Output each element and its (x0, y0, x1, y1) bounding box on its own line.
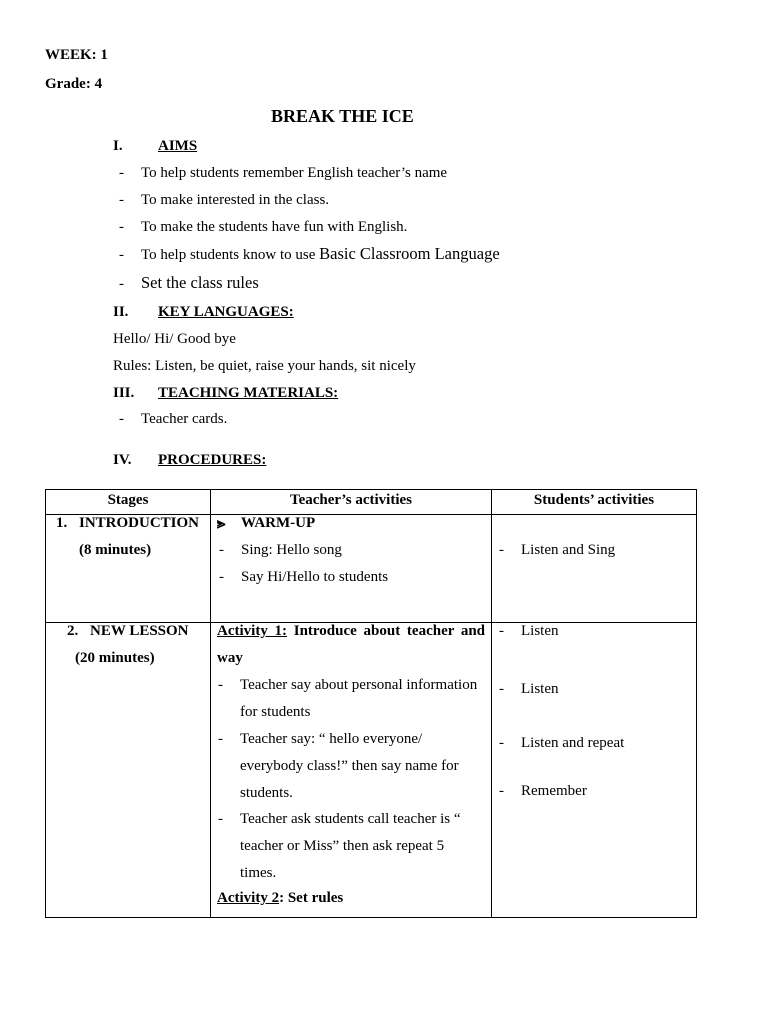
teacher-dash-2: - (219, 569, 224, 585)
stage-name-introduction: INTRODUCTION (79, 515, 200, 531)
aims-item-5: Set the class rules (141, 273, 259, 292)
activity-1-heading (217, 618, 485, 672)
aims-dash-3: - (119, 219, 124, 235)
activity-2-title: : Set rules (279, 890, 344, 906)
student-lesson-item-1: Listen (521, 623, 559, 639)
table-row (46, 623, 697, 918)
procedures-table (45, 489, 697, 918)
key-languages-number: II. (113, 304, 129, 320)
student-dash-1: - (499, 542, 504, 558)
aims-dash-4: - (119, 247, 124, 263)
student-dash-2: - (499, 623, 504, 639)
teacher-intro-item-1: Sing: Hello song (241, 542, 342, 558)
stage-cell-new-lesson (46, 623, 211, 918)
aims-item-4 (141, 244, 500, 264)
teacher-cell-new-lesson (211, 623, 492, 918)
materials-item-1: Teacher cards. (141, 411, 228, 427)
aims-dash-5: - (119, 276, 124, 292)
student-dash-4: - (499, 735, 504, 751)
teacher-lesson-item-2: Teacher say: “ hello everyone/ everybody class!” then say name for students. (240, 731, 459, 801)
teacher-cell-introduction (211, 515, 492, 623)
aims-item-1: To help students remember English teacher’s name (141, 165, 448, 181)
table-row (46, 515, 697, 623)
stage-number-2: 2. (67, 623, 79, 639)
aims-item-3: To make the students have fun with English. (141, 219, 408, 235)
student-lesson-item-3: Listen and repeat (521, 735, 625, 751)
stage-name-new-lesson: NEW LESSON (90, 623, 189, 639)
activity-1-title: Introduce about teacher and way (217, 623, 486, 666)
stage-time-new-lesson: (20 minutes) (75, 650, 155, 666)
header-teacher-activities: Teacher’s activities (211, 490, 492, 515)
teacher-intro-item-2: Say Hi/Hello to students (241, 569, 389, 585)
aims-item-4-text: To help students know to use (141, 247, 320, 263)
aims-number: I. (113, 138, 123, 154)
table-header-row (46, 490, 697, 515)
materials-number: III. (113, 385, 135, 401)
stage-time-introduction: (8 minutes) (79, 542, 152, 558)
teacher-dash-5: - (218, 811, 223, 827)
teacher-lesson-item-1: Teacher say about personal information for students (240, 677, 478, 720)
student-lesson-item-4: Remember (521, 783, 587, 799)
aims-heading: AIMS (158, 138, 198, 154)
student-lesson-item-2: Listen (521, 681, 559, 697)
teacher-dash-1: - (219, 542, 224, 558)
key-languages-line-1: Hello/ Hi/ Good bye (113, 331, 236, 347)
stage-cell-introduction (46, 515, 211, 623)
stage-number-1: 1. (56, 515, 68, 531)
procedures-number: IV. (113, 452, 132, 468)
aims-dash-2: - (119, 192, 124, 208)
page-title: BREAK THE ICE (271, 106, 414, 126)
activity-2-label: Activity 2 (217, 890, 280, 906)
teacher-lesson-item-3: Teacher ask students call teacher is “ teacher or Miss” then ask repeat 5 times. (240, 811, 461, 881)
aims-dash-1: - (119, 165, 124, 181)
materials-heading: TEACHING MATERIALS: (158, 385, 339, 401)
procedures-heading: PROCEDURES: (158, 452, 267, 468)
aims-item-4-emphasis: Basic Classroom Language (319, 244, 500, 263)
aims-item-2: To make interested in the class. (141, 192, 330, 208)
grade-label: Grade: 4 (45, 76, 103, 92)
activity-1-label: Activity 1: (217, 623, 288, 639)
header-stages: Stages (46, 490, 211, 515)
student-intro-item-1: Listen and Sing (521, 542, 616, 558)
materials-dash-1: - (119, 411, 124, 427)
warmup-heading: WARM-UP (241, 515, 316, 531)
student-cell-introduction (492, 515, 697, 623)
activity-2-heading (217, 890, 343, 907)
key-languages-line-2: Rules: Listen, be quiet, raise your hands, sit nicely (113, 358, 416, 374)
arrow-bullet-icon: ⪢ (217, 516, 226, 532)
teacher-dash-4: - (218, 731, 223, 747)
student-cell-new-lesson (492, 623, 697, 918)
key-languages-heading: KEY LANGUAGES: (158, 304, 294, 320)
student-dash-5: - (499, 783, 504, 799)
week-label: WEEK: 1 (45, 47, 108, 63)
student-dash-3: - (499, 681, 504, 697)
teacher-dash-3: - (218, 677, 223, 693)
header-student-activities: Students’ activities (492, 490, 697, 515)
